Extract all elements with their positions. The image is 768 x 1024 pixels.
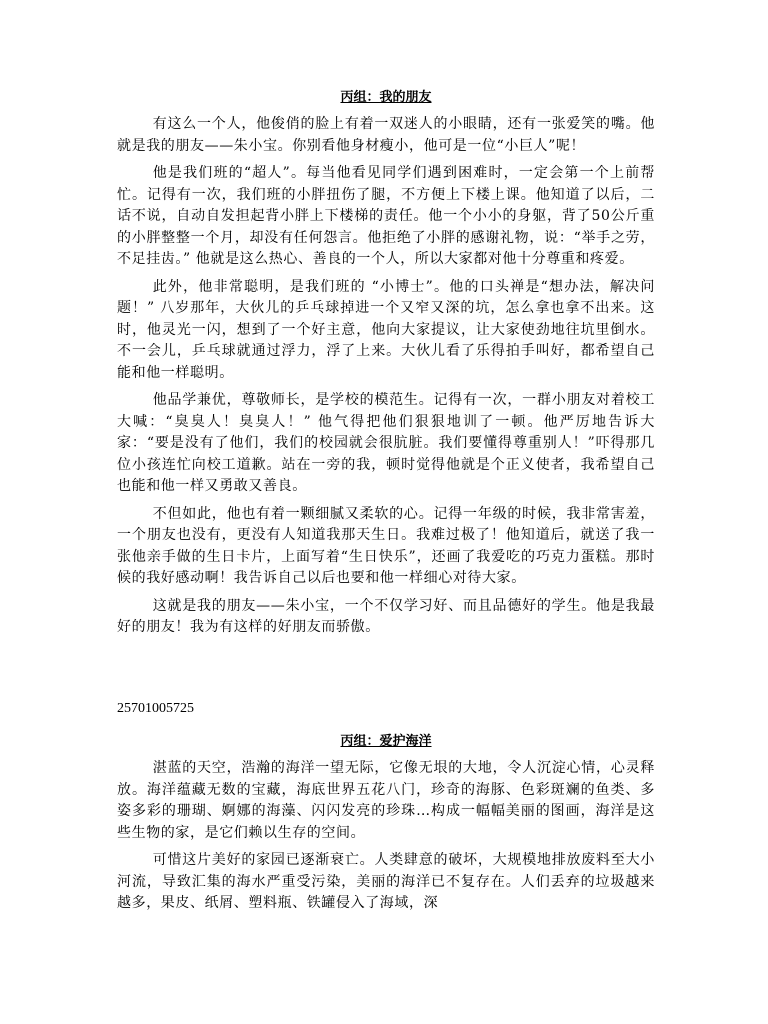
essay-paragraph: 他品学兼优，尊敬师长，是学校的模范生。记得有一次，一群小朋友对着校工大喊：“臭臭人！臭臭人！” 他气得把他们狠狠地训了一顿。他严厉地告诉大家：“要是没有了他们，我们的校园就会很肮脏。我们要懂得尊重别人！”吓得那几位小孩连忙向校工道歉。站在一旁的我，顿时觉得他就是个正义使者，我希望自己也能和他一样又勇敢又善良。	[117, 392, 655, 494]
essay-paragraph: 他是我们班的“超人”。每当他看见同学们遇到困难时，一定会第一个上前帮忙。记得有一次，我们班的小胖扭伤了腿，不方便上下楼上课。他知道了以后，二话不说，自动自发担起背小胖上下楼梯的责任。他一个小小的身躯，背了50公斤重的小胖整整一个月，却没有任何怨言。他拒绝了小胖的感谢礼物，说：“举手之劳，不足挂齿。” 他就是这么热心、善良的一个人，所以大家都对他十分尊重和疼爱。	[117, 165, 655, 267]
essay-title: 丙组：我的朋友	[340, 90, 432, 105]
essay-paragraph: 有这么一个人，他俊俏的脸上有着一双迷人的小眼睛，还有一张爱笑的嘴。他就是我的朋友——朱小宝。你别看他身材瘦小，他可是一位“小巨人”呢！	[117, 116, 655, 154]
essay-paragraph: 这就是我的朋友——朱小宝，一个不仅学习好、而且品德好的学生。他是我最好的朋友！我为有这样的好朋友而骄傲。	[117, 597, 655, 635]
essay-protect-ocean	[117, 732, 655, 921]
essay-paragraph: 此外，他非常聪明，是我们班的 “小博士”。他的口头禅是“想办法，解决问题！” 八岁那年，大伙儿的乒乓球掉进一个又窄又深的坑，怎么拿也拿不出来。这时，他灵光一闪，想到了一个好主意，他向大家提议，让大家使劲地往坑里倒水。不一会儿，乒乓球就通过浮力，浮了上来。大伙儿看了乐得拍手叫好，都希望自己能和他一样聪明。	[117, 278, 655, 381]
essay-my-friend	[117, 88, 655, 645]
essay-paragraph: 不但如此，他也有着一颗细腻又柔软的心。记得一年级的时候，我非常害羞，一个朋友也没有，更没有人知道我那天生日。我难过极了！他知道后，就送了我一张他亲手做的生日卡片，上面写着“生日快乐”，还画了我爱吃的巧克力蛋糕。那时候的我好感动啊！我告诉自己以后也要和他一样细心对待大家。	[117, 505, 655, 586]
essay-title: 丙组：爱护海洋	[340, 734, 432, 749]
document-id: 25701005725	[117, 701, 194, 716]
essay-paragraph: 可惜这片美好的家园已逐渐衰亡。人类肆意的破坏，大规模地排放废料至大小河流，导致汇集的海水严重受污染，美丽的海洋已不复存在。人们丢弃的垃圾越来越多，果皮、纸屑、塑料瓶、铁罐侵入了海域，深	[117, 852, 655, 911]
essay-paragraph: 湛蓝的天空，浩瀚的海洋一望无际，它像无垠的大地，令人沉淀心情，心灵释放。海洋蕴藏无数的宝藏，海底世界五花八门，珍奇的海豚、色彩斑斓的鱼类、多姿多彩的珊瑚、婀娜的海藻、闪闪发亮的珍珠…构成一幅幅美丽的图画，海洋是这些生物的家，是它们赖以生存的空间。	[117, 760, 655, 841]
